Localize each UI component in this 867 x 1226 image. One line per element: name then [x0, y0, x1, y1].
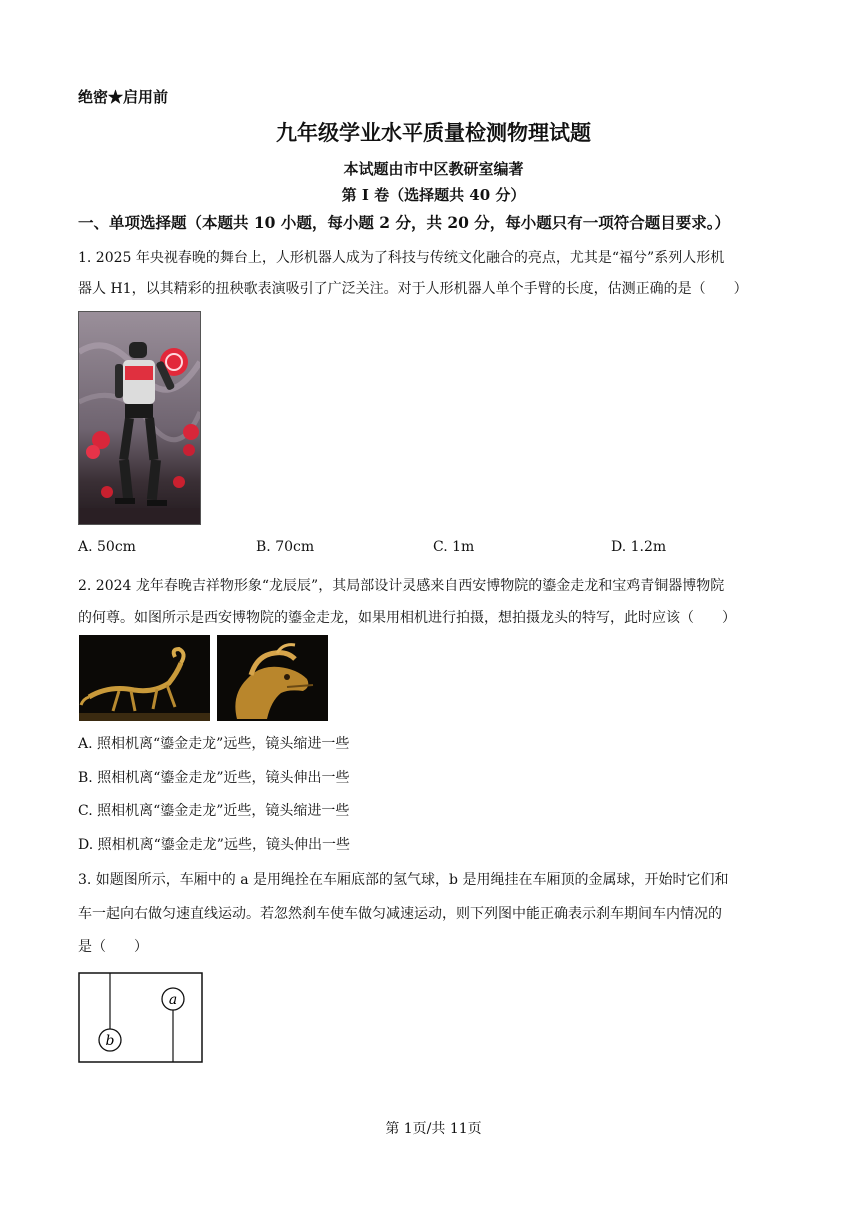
q1-line-1: 1. 2025 年央视春晚的舞台上，人形机器人成为了科技与传统文化融合的亮点，尤其是“福兮”系列人形机 [78, 250, 725, 266]
q2-line-1: 2. 2024 龙年春晚吉祥物形象“龙辰辰”，其局部设计灵感来自西安博物院的鎏金走龙和宝鸡青铜器博物院 [78, 578, 725, 594]
exam-subtitle: 本试题由市中区教研室编著 [343, 160, 524, 178]
q2-option-c[interactable]: C. 照相机离“鎏金走龙”近些，镜头缩进一些 [78, 803, 350, 819]
robot-photo [78, 311, 201, 525]
q2-line-2: 的何尊。如图所示是西安博物院的鎏金走龙，如果用相机进行拍摄，想拍摄龙头的特写，此时应该（ ） [78, 610, 736, 626]
dragon-head-photo [217, 635, 328, 721]
carriage-outline [79, 973, 202, 1062]
q2-option-d[interactable]: D. 照相机离“鎏金走龙”远些，镜头伸出一些 [78, 837, 350, 853]
exam-title: 九年级学业水平质量检测物理试题 [276, 120, 591, 145]
q3-line-1: 3. 如题图所示，车厢中的 a 是用绳拴在车厢底部的氢气球，b 是用绳挂在车厢顶的金属球，开始时它们和 [78, 872, 729, 888]
dragon-full-photo [79, 635, 210, 721]
balloon-a-label: a [168, 992, 178, 1008]
q1-option-b[interactable]: B. 70cm [256, 539, 315, 555]
q1-option-d[interactable]: D. 1.2m [611, 539, 667, 555]
q1-option-a[interactable]: A. 50cm [78, 539, 136, 555]
q1-line-2: 器人 H1，以其精彩的扭秧歌表演吸引了广泛关注。对于人形机器人单个手臂的长度，估测正确的是（ ） [78, 281, 748, 297]
q2-option-b[interactable]: B. 照相机离“鎏金走龙”近些，镜头伸出一些 [78, 770, 350, 786]
volume-heading: 第 I 卷（选择题共 40 分） [341, 186, 526, 204]
q3-line-3: 是（ ） [78, 939, 148, 955]
section-heading: 一、单项选择题（本题共 10 小题，每小题 2 分，共 20 分，每小题只有一项符合题目要求。） [78, 213, 731, 232]
q2-option-a[interactable]: A. 照相机离“鎏金走龙”远些，镜头缩进一些 [78, 736, 350, 752]
q1-option-c[interactable]: C. 1m [433, 539, 475, 555]
q3-line-2: 车一起向右做匀速直线运动。若忽然刹车使车做匀减速运动，则下列图中能正确表示刹车期间车内情况的 [78, 906, 722, 922]
page-footer: 第 1页/共 11页 [385, 1121, 482, 1137]
carriage-diagram [78, 972, 204, 1064]
confidential-mark: 绝密★启用前 [78, 88, 169, 106]
ball-b-label: b [105, 1033, 115, 1049]
